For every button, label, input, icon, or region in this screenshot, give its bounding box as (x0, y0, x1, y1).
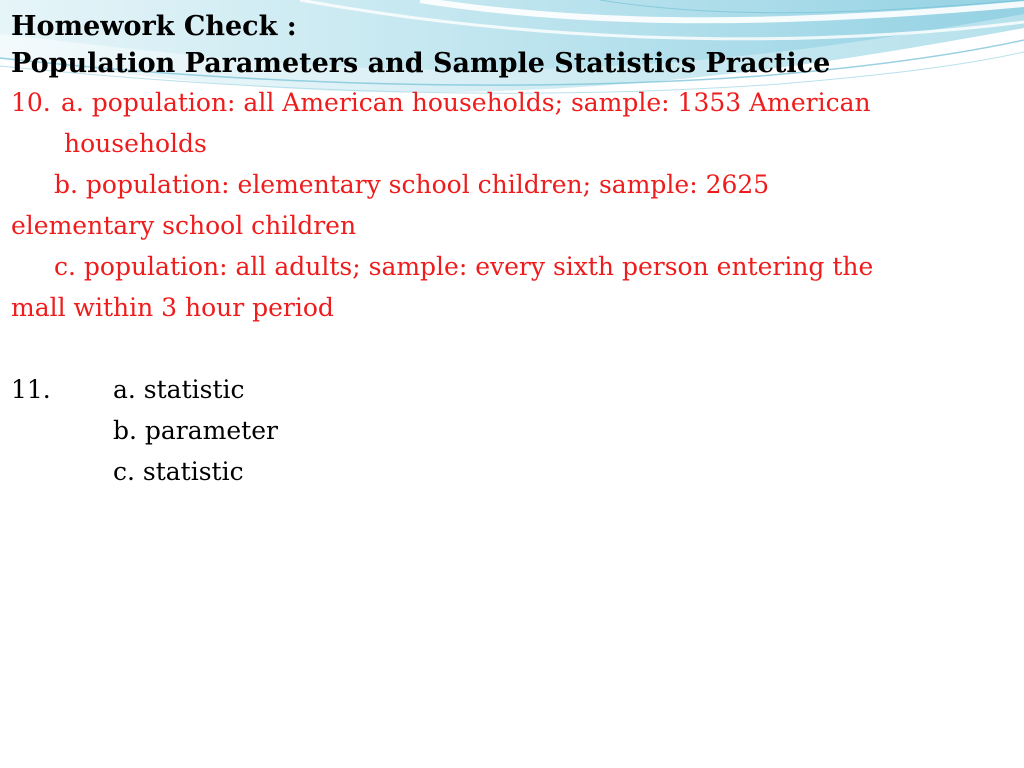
question-10-part-a (11, 82, 1016, 123)
question-10-b-line-2: elementary school children (11, 211, 357, 240)
question-10-c-line-1: c. population: all adults; sample: every sixth person entering the (54, 252, 874, 281)
question-10-a-line-1: a. population: all American households; sample: 1353 American (61, 88, 871, 117)
question-10-number: 10. (11, 88, 51, 117)
question-10-b-line-1: b. population: elementary school children; sample: 2625 (54, 170, 770, 199)
question-11-part-a (11, 369, 1016, 410)
question-11-c: c. statistic (113, 457, 244, 486)
title-line-2: Population Parameters and Sample Statistics Practice (11, 48, 831, 79)
slide-content (11, 8, 1016, 492)
question-11-a: a. statistic (113, 375, 245, 404)
question-10-c-line-2: mall within 3 hour period (11, 293, 334, 322)
question-10-a-line-2: households (64, 129, 207, 158)
question-11-number: 11. (11, 375, 51, 404)
question-11-b: b. parameter (113, 416, 278, 445)
spacer (11, 328, 1016, 369)
title-line-1: Homework Check : (11, 11, 297, 42)
slide-body (11, 82, 1016, 492)
slide-title (11, 8, 1016, 82)
